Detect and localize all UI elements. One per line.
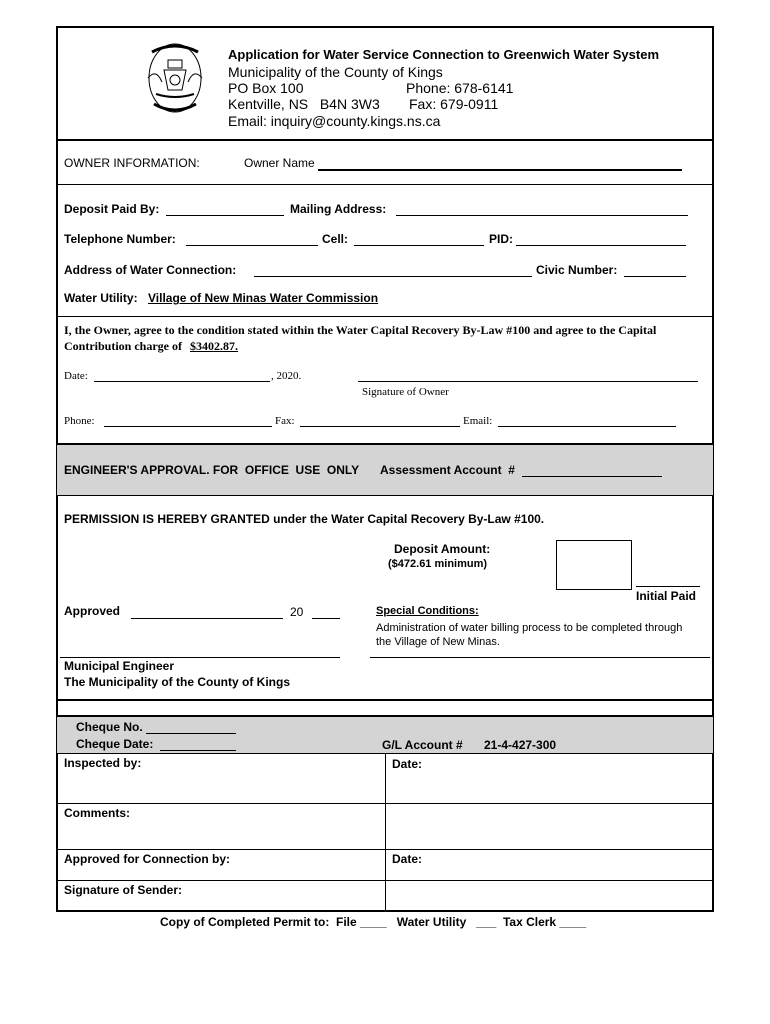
deposit-amount-label: Deposit Amount:	[394, 542, 491, 556]
deposit-paid-by-field[interactable]	[166, 215, 284, 216]
pid-field[interactable]	[516, 245, 686, 246]
address-connection-field[interactable]	[254, 276, 532, 277]
fax-number: Fax: 679-0911	[409, 96, 499, 112]
fax-field[interactable]	[300, 426, 460, 427]
year-label: , 2020.	[271, 370, 302, 382]
form-title: Application for Water Service Connection to Greenwich Water System	[228, 47, 660, 62]
divider	[56, 316, 714, 317]
special-conditions-text-1: Administration of water billing process to be completed through	[376, 622, 683, 634]
agreement-text-2: Contribution charge of	[64, 339, 182, 353]
agreement-amount: $3402.87.	[190, 339, 238, 353]
special-conditions-label: Special Conditions:	[376, 605, 479, 617]
deposit-amount-box[interactable]	[556, 540, 632, 590]
divider	[56, 880, 714, 881]
email-address: Email: inquiry@county.kings.ns.ca	[228, 113, 441, 129]
date-label: Date:	[64, 370, 88, 382]
gl-account-value: 21-4-427-300	[484, 738, 557, 752]
owner-name-label: Owner Name	[244, 156, 315, 170]
telephone-label: Telephone Number:	[64, 232, 176, 246]
engineer-signature-field[interactable]	[60, 657, 340, 658]
year-prefix: 20	[290, 605, 304, 619]
owner-info-label: OWNER INFORMATION:	[64, 156, 200, 170]
divider	[56, 699, 714, 701]
copy-permit-text: Copy of Completed Permit to: File ____ Water Utility ___ Tax Clerk ____	[160, 915, 587, 929]
divider	[56, 803, 714, 804]
agreement-text-1: I, the Owner, agree to the condition stated within the Water Capital Recovery By-Law #100 and agree to the Capital	[64, 323, 657, 337]
municipality-label: The Municipality of the County of Kings	[64, 675, 290, 689]
signature-field[interactable]	[358, 381, 698, 382]
address-connection-label: Address of Water Connection:	[64, 263, 237, 277]
po-box: PO Box 100	[228, 80, 304, 96]
divider	[56, 849, 714, 850]
cell-field[interactable]	[354, 245, 484, 246]
divider	[56, 495, 714, 496]
cell-label: Cell:	[322, 232, 349, 246]
cheque-no-label: Cheque No.	[76, 720, 143, 734]
initial-paid-label: Initial Paid	[636, 589, 697, 603]
approved-connection-label: Approved for Connection by:	[64, 852, 230, 866]
county-seal-logo	[142, 38, 208, 118]
assessment-account-field[interactable]	[522, 476, 662, 477]
approved-label: Approved	[64, 604, 121, 618]
cheque-date-field[interactable]	[160, 750, 236, 751]
cheque-date-label: Cheque Date:	[76, 737, 154, 751]
telephone-field[interactable]	[186, 245, 318, 246]
divider	[56, 139, 714, 141]
engineer-approval-label: ENGINEER'S APPROVAL. FOR OFFICE USE ONLY	[64, 463, 360, 477]
date-label-1: Date:	[392, 757, 423, 771]
column-divider	[385, 753, 386, 912]
signature-sender-label: Signature of Sender:	[64, 883, 183, 897]
deposit-paid-by-label: Deposit Paid By:	[64, 202, 160, 216]
signature-owner-label: Signature of Owner	[362, 386, 449, 398]
approved-field[interactable]	[131, 618, 283, 619]
owner-name-field[interactable]	[318, 169, 682, 171]
initial-paid-field[interactable]	[636, 586, 700, 587]
civic-number-label: Civic Number:	[536, 263, 618, 277]
divider	[370, 657, 710, 658]
divider	[56, 715, 714, 717]
phone-label: Phone:	[64, 415, 95, 427]
municipality-name: Municipality of the County of Kings	[228, 64, 443, 80]
date-label-2: Date:	[392, 852, 423, 866]
city-address: Kentville, NS B4N 3W3	[228, 96, 380, 112]
cheque-no-field[interactable]	[146, 733, 236, 734]
year-field[interactable]	[312, 618, 340, 619]
fax-label: Fax:	[275, 415, 295, 427]
mailing-address-label: Mailing Address:	[290, 202, 387, 216]
gl-account-label: G/L Account #	[382, 738, 463, 752]
divider	[56, 443, 714, 445]
assessment-account-label: Assessment Account #	[380, 463, 515, 477]
phone-number: Phone: 678-6141	[406, 80, 514, 96]
mailing-address-field[interactable]	[396, 215, 688, 216]
water-utility-label: Water Utility:	[64, 291, 138, 305]
email-field[interactable]	[498, 426, 676, 427]
email-label: Email:	[463, 415, 493, 427]
phone-field[interactable]	[104, 426, 272, 427]
permission-text: PERMISSION IS HEREBY GRANTED under the Water Capital Recovery By-Law #100.	[64, 512, 545, 526]
comments-label: Comments:	[64, 806, 131, 820]
pid-label: PID:	[489, 232, 513, 246]
deposit-minimum: ($472.61 minimum)	[388, 558, 488, 570]
municipal-engineer-label: Municipal Engineer	[64, 659, 175, 673]
special-conditions-text-2: the Village of New Minas.	[376, 636, 500, 648]
date-field[interactable]	[94, 381, 270, 382]
inspected-by-label: Inspected by:	[64, 756, 142, 770]
divider	[56, 184, 714, 185]
water-utility-value: Village of New Minas Water Commission	[148, 291, 379, 305]
civic-number-field[interactable]	[624, 276, 686, 277]
